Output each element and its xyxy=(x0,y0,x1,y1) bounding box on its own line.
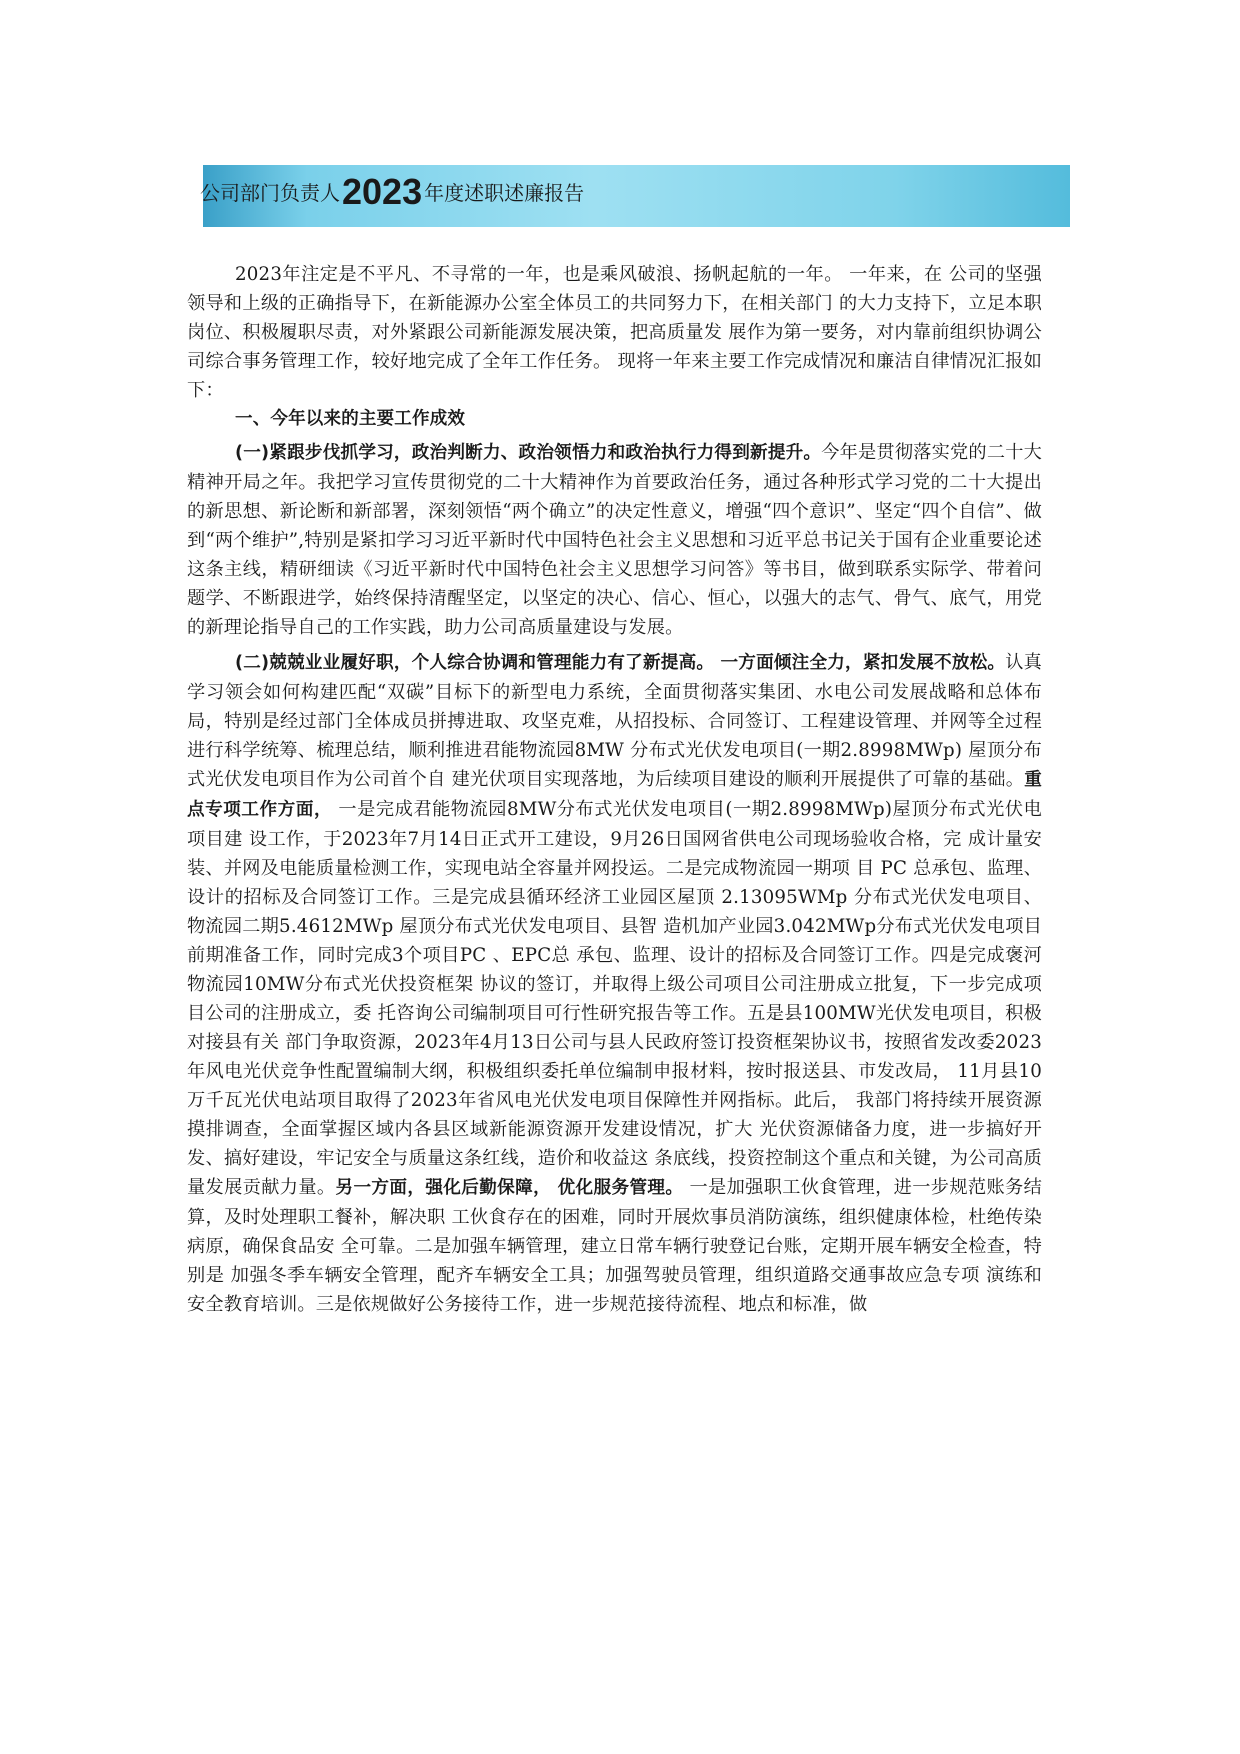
section-heading: 一、今年以来的主要工作成效 xyxy=(235,409,466,429)
document-body xyxy=(187,260,1042,1319)
paragraph-duty-text-2: 一是完成君能物流园8MW分布式光伏发电项目(一期2.8998MWp)屋顶分布式光伏电项目建 设工作，于2023年7月14日正式开工建设，9月26日国网省供电公司现场验收合格，完 成计量安装、并网及电能质量检测工作，实现电站全容量并网投运。二是完成物流园一期项 目 PC 总承包、监理、设计的招标及合同签订工作。三是完成县循环经济工业园区屋顶 2.13095WMp 分布式光伏发电项目、物流园二期5.4612MWp 屋顶分布式光伏发电项目、县智 造机加产业园3.042MWp分布式光伏发电项目前期准备工作，同时完成3个项目PC 、EPC总 承包、监理、设计的招标及合同签订工作。四是完成褒河物流园10MW分布式光伏投资框架 协议的签订，并取得上级公司项目公司注册成立批复，下一步完成项目公司的注册成立，委 托咨询公司编制项目可行性研究报告等工作。五是县100MW光伏发电项目，积极对接县有关 部门争取资源，2023年4月13日公司与县人民政府签订投资框架协议书，按照省发改委2023 年风电光伏竞争性配置编制大纲，积极组织委托单位编制申报材料，按时报送县、市发改局， 11月县10万千瓦光伏电站项目取得了2023年省风电光伏发电项目保障性并网指标。此后， 我部门将持续开展资源摸排调查，全面掌握区域内各县区域新能源资源开发建设情况，扩大 光伏资源储备力度，进一步搞好开发、搞好建设，牢记安全与质量这条红线，造价和收益这 条底线，投资控制这个重点和关键，为公司高质量发展贡献力量。 xyxy=(187,799,1042,1198)
title-prefix: 公司部门负责人 xyxy=(200,181,340,205)
title-year: 2023 xyxy=(342,171,423,212)
paragraph-duty-subheading-2: 另一方面，强化后勤保障， 优化服务管理。 xyxy=(335,1178,684,1198)
paragraph-duty-text-3: 一是加强职工伙食管理，进一步规范账务结算，及时处理职工餐补，解决职 工伙食存在的困难，同时开展炊事员消防演练，组织健康体检，杜绝传染病原，确保食品安 全可靠。二是加强车辆管理，建立日常车辆行驶登记台账，定期开展车辆安全检查，特别是 加强冬季车辆安全管理，配齐车辆安全工具；加强驾驶员管理，组织道路交通事故应急专项 演练和安全教育培训。三是依规做好公务接待工作，进一步规范接待流程、地点和标准，做 xyxy=(187,1177,1042,1315)
paragraph-study-text: 今年是贯彻落实党的二十大精神开局之年。我把学习宣传贯彻党的二十大精神作为首要政治任务，通过各种形式学习党的二十大提出的新思想、新论断和新部署，深刻领悟“两个确立”的决定性意义，增强“四个意识”、坚定“四个自信”、做到“两个维护”,特别是紧扣学习习近平新时代中国特色社会主义思想和习近平总书记关于国有企业重要论述这条主线，精研细读《习近平新时代中国特色社会主义思想学习问答》等书目，做到联系实际学、带着问题学、不断跟进学，始终保持清醒坚定，以坚定的决心、信心、恒心，以强大的志气、骨气、底气，用党的新理论指导自己的工作实践，助力公司高质量建设与发展。 xyxy=(187,442,1042,638)
title-suffix: 年度述职述廉报告 xyxy=(424,181,585,205)
paragraph-study xyxy=(187,438,1042,642)
paragraph-duty xyxy=(187,648,1042,1319)
paragraph-study-heading: (一)紧跟步伐抓学习，政治判断力、政治领悟力和政治执行力得到新提升。 xyxy=(235,443,822,463)
intro-paragraph: 2023年注定是不平凡、不寻常的一年，也是乘风破浪、扬帆起航的一年。 一年来，在 公司的坚强领导和上级的正确指导下，在新能源办公室全体员工的共同努力下，在相关部门 的大力支持下，立足本职岗位、积极履职尽责，对外紧跟公司新能源发展决策，把高质量发 展作为第一要务，对内靠前组织协调公司综合事务管理工作，较好地完成了全年工作任务。 现将一年来主要工作完成情况和廉洁自律情况汇报如下： xyxy=(187,264,1042,401)
document-title xyxy=(200,168,584,216)
paragraph-duty-text-1: 认真学习领会如何构建匹配“双碳”目标下的新型电力系统，全面贯彻落实集团、水电公司发展战略和总体布局，特别是经过部门全体成员拼搏进取、攻坚克难，从招投标、合同签订、工程建设管理、并网等全过程进行科学统筹、梳理总结，顺利推进君能物流园8MW 分布式光伏发电项目(一期2.8998MWp) 屋顶分布式光伏发电项目作为公司首个自 建光伏项目实现落地，为后续项目建设的顺利开展提供了可靠的基础。 xyxy=(187,652,1042,790)
paragraph-duty-heading: (二)兢兢业业履好职，个人综合协调和管理能力有了新提高。 一方面倾注全力，紧扣发展不放松。 xyxy=(235,653,1006,673)
paragraph-duty-subheading-1: 重点专项工作方面， xyxy=(187,770,1042,820)
